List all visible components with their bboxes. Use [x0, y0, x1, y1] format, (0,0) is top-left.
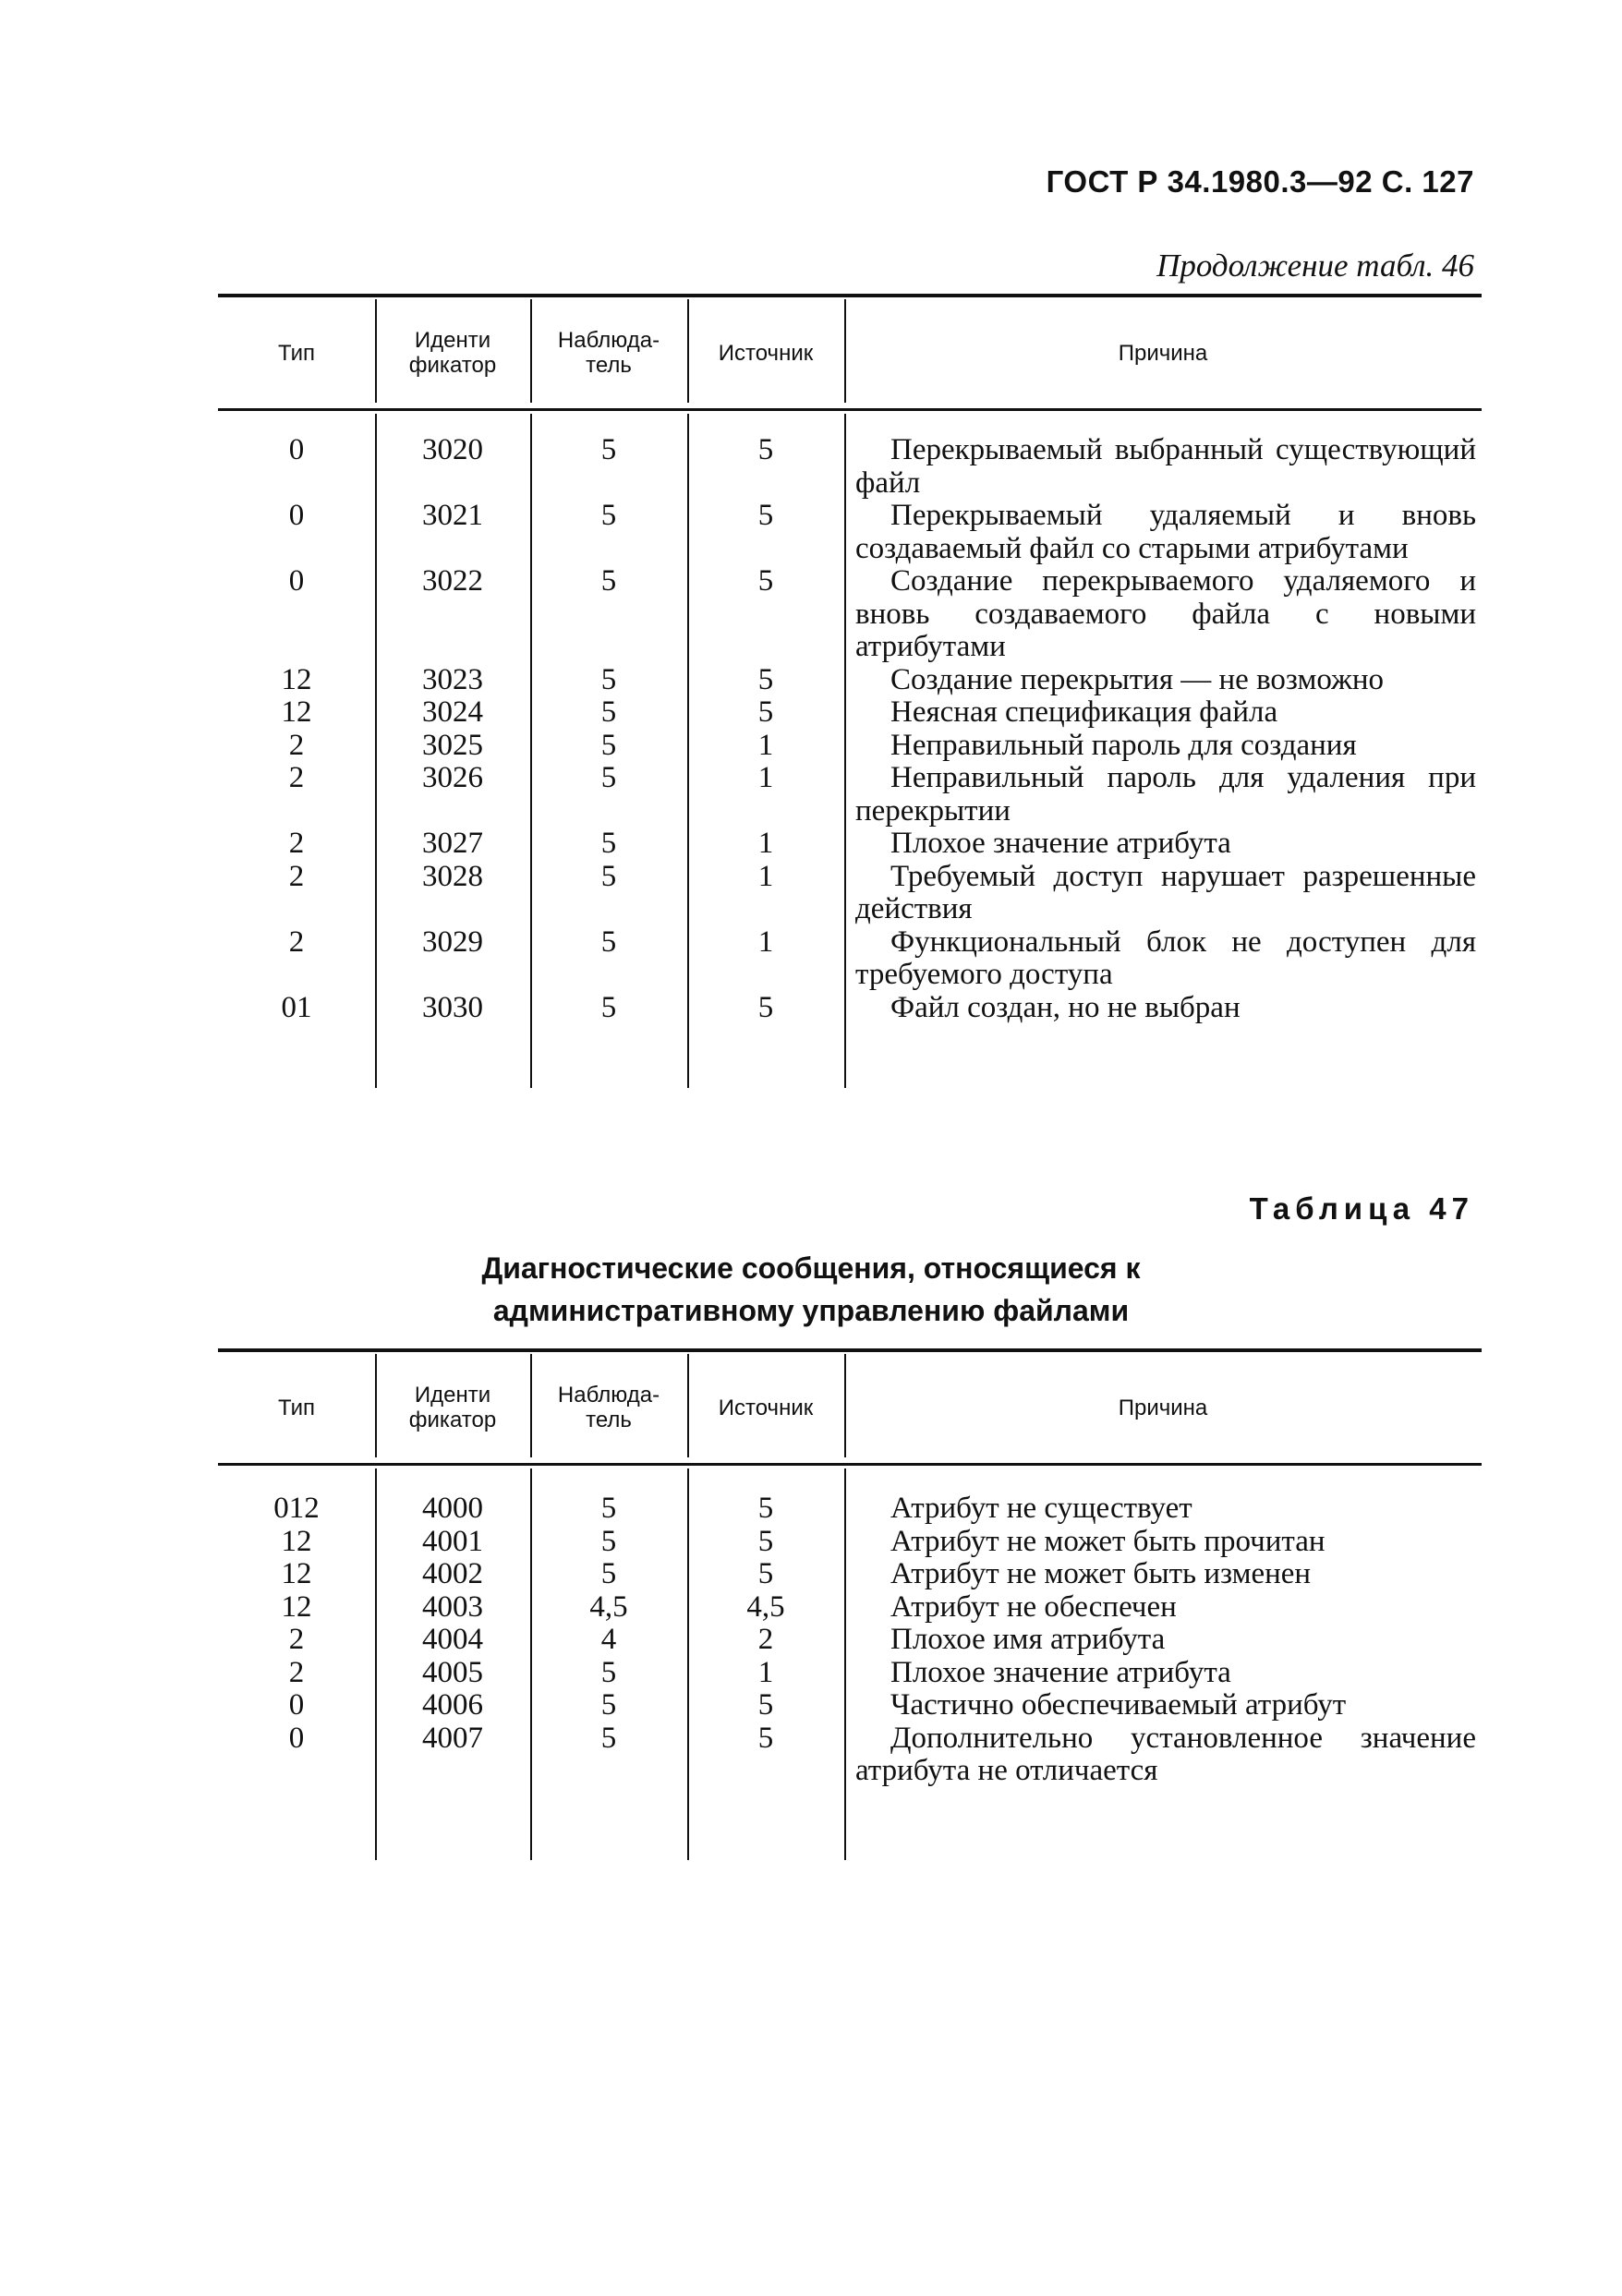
cell-source: 1: [757, 827, 774, 860]
cell-source: 1: [757, 1655, 774, 1689]
cell-reason: Перекрываемый выбранный существующий файл: [855, 433, 1476, 500]
cell-identifier: 3030: [422, 990, 483, 1024]
cell-identifier: 3028: [422, 859, 483, 893]
cell-identifier: 4004: [422, 1623, 483, 1656]
table-row: [218, 730, 1482, 763]
column-header-observer: Наблюда- тель: [557, 328, 660, 378]
cell-reason: Требуемый доступ нарушает разрешенные действия: [855, 859, 1476, 925]
cell-observer: 5: [600, 1492, 617, 1525]
table-row: [218, 1722, 1482, 1788]
column-divider: [687, 1354, 689, 1457]
cell-observer: 4,5: [589, 1589, 628, 1624]
cell-source: 5: [757, 499, 774, 532]
table-row: [218, 565, 1482, 664]
column-header-reason: Причина: [1118, 1395, 1208, 1420]
column-divider: [844, 299, 846, 403]
table-row: [218, 861, 1482, 926]
column-divider: [530, 1354, 532, 1457]
cell-type: 2: [288, 859, 305, 893]
cell-type: 0: [288, 1721, 305, 1755]
cell-type: 0: [288, 433, 305, 466]
cell-reason: Неправильный пароль для удаления при перекрытии: [855, 761, 1476, 828]
cell-reason: Плохое имя атрибута: [890, 1623, 1166, 1656]
cell-identifier: 3029: [422, 924, 483, 959]
cell-type: 12: [281, 695, 312, 729]
table-row: [218, 500, 1482, 565]
cell-source: 5: [757, 1721, 774, 1755]
cell-identifier: 4001: [422, 1524, 483, 1558]
cell-type: 12: [281, 1557, 312, 1590]
column-header-source: Источник: [718, 340, 814, 366]
cell-type: 01: [281, 990, 312, 1024]
cell-type: 2: [288, 1655, 305, 1689]
cell-reason: Атрибут не существует: [890, 1492, 1192, 1525]
cell-reason: Создание перекрытия — не возможно: [890, 662, 1385, 696]
cell-reason: Атрибут не может быть прочитан: [890, 1524, 1325, 1558]
page-header: ГОСТ Р 34.1980.3—92 С. 127: [1046, 164, 1474, 199]
column-header-type: Тип: [277, 340, 315, 366]
table-47: [218, 1348, 1482, 1866]
column-header-reason: Причина: [1118, 340, 1208, 366]
table-row: [218, 992, 1482, 1025]
table-row: [218, 762, 1482, 828]
table-47-body: [218, 1492, 1482, 1788]
cell-observer: 5: [600, 859, 617, 893]
cell-observer: 5: [600, 433, 617, 466]
cell-source: 5: [757, 1688, 774, 1722]
table-row: [218, 1624, 1482, 1657]
cell-observer: 5: [600, 761, 617, 794]
cell-source: 1: [757, 924, 774, 959]
cell-source: 1: [757, 761, 774, 794]
cell-reason: Создание перекрываемого удаляемого и вновь создаваемого файла с новыми атрибутами: [855, 564, 1476, 663]
cell-type: 2: [288, 761, 305, 794]
column-header-identifier: Иденти фикатор: [408, 1383, 497, 1432]
cell-observer: 4: [600, 1623, 617, 1656]
table-top-rule: [218, 294, 1482, 297]
cell-type: 0: [288, 1688, 305, 1722]
cell-identifier: 3027: [422, 827, 483, 860]
cell-type: 12: [281, 1589, 312, 1624]
table-row: [218, 1558, 1482, 1591]
cell-source: 5: [757, 1557, 774, 1590]
cell-source: 2: [757, 1623, 774, 1656]
cell-identifier: 4006: [422, 1688, 483, 1722]
table-47-title: [0, 1247, 1622, 1332]
table-row: [218, 696, 1482, 730]
cell-type: 2: [288, 728, 305, 762]
cell-identifier: 3026: [422, 761, 483, 794]
table-row: [218, 1591, 1482, 1625]
table-row: [218, 1689, 1482, 1722]
table-row: [218, 1526, 1482, 1559]
header-rule: [218, 1463, 1482, 1466]
cell-identifier: 4003: [422, 1589, 483, 1624]
cell-source: 5: [757, 564, 774, 598]
table-47-label: Таблица 47: [1249, 1191, 1474, 1226]
cell-type: 12: [281, 1524, 312, 1558]
table-row: [218, 664, 1482, 697]
cell-identifier: 3022: [422, 564, 483, 598]
cell-observer: 5: [600, 728, 617, 762]
column-header-observer: Наблюда- тель: [557, 1383, 660, 1432]
cell-reason: Файл создан, но не выбран: [890, 990, 1241, 1024]
cell-observer: 5: [600, 662, 617, 696]
cell-reason: Плохое значение атрибута: [890, 827, 1231, 860]
header-rule: [218, 408, 1482, 411]
cell-observer: 5: [600, 1524, 617, 1558]
cell-source: 4,5: [746, 1589, 785, 1624]
table-47-title-line2: административному управлению файлами: [492, 1294, 1130, 1327]
table-top-rule: [218, 1348, 1482, 1352]
table-row: [218, 1492, 1482, 1526]
cell-reason: Неправильный пароль для создания: [890, 728, 1357, 762]
cell-reason: Перекрываемый удаляемый и вновь создаваемый файл со старыми атрибутами: [855, 499, 1476, 565]
table-row: [218, 1657, 1482, 1690]
cell-type: 0: [288, 564, 305, 598]
cell-observer: 5: [600, 1721, 617, 1755]
cell-reason: Атрибут не может быть изменен: [890, 1557, 1312, 1590]
cell-source: 1: [757, 728, 774, 762]
column-divider: [530, 299, 532, 403]
table-row: [218, 828, 1482, 861]
cell-identifier: 3020: [422, 433, 483, 466]
cell-observer: 5: [600, 499, 617, 532]
cell-source: 5: [757, 1492, 774, 1525]
column-header-type: Тип: [277, 1395, 315, 1420]
cell-identifier: 3021: [422, 499, 483, 532]
column-header-source: Источник: [718, 1395, 814, 1420]
cell-identifier: 4000: [422, 1492, 483, 1525]
cell-identifier: 3023: [422, 662, 483, 696]
cell-observer: 5: [600, 564, 617, 598]
column-divider: [844, 1354, 846, 1457]
cell-identifier: 4002: [422, 1557, 483, 1590]
cell-observer: 5: [600, 827, 617, 860]
cell-type: 0: [288, 499, 305, 532]
cell-source: 1: [757, 859, 774, 893]
cell-identifier: 4007: [422, 1721, 483, 1755]
column-divider: [375, 1354, 377, 1457]
column-divider: [375, 299, 377, 403]
cell-identifier: 4005: [422, 1655, 483, 1689]
table-row: [218, 434, 1482, 500]
table-46-body: [218, 434, 1482, 1024]
cell-reason: Атрибут не обеспечен: [890, 1589, 1177, 1624]
cell-identifier: 3024: [422, 695, 483, 729]
table-47-title-line1: Диагностические сообщения, относящиеся к: [481, 1251, 1141, 1285]
cell-observer: 5: [600, 695, 617, 729]
cell-type: 12: [281, 662, 312, 696]
cell-observer: 5: [600, 1557, 617, 1590]
cell-reason: Частично обеспечиваемый атрибут: [890, 1688, 1347, 1722]
cell-type: 2: [288, 827, 305, 860]
cell-observer: 5: [600, 1655, 617, 1689]
table-46: [218, 294, 1482, 1088]
continuation-label: Продолжение табл. 46: [1156, 248, 1474, 284]
cell-observer: 5: [600, 1688, 617, 1722]
cell-reason: Функциональный блок не доступен для требуемого доступа: [855, 924, 1476, 991]
cell-type: 012: [273, 1492, 320, 1525]
cell-reason: Плохое значение атрибута: [890, 1655, 1231, 1689]
column-header-identifier: Иденти фикатор: [408, 328, 497, 378]
cell-type: 2: [288, 924, 305, 959]
cell-reason: Неясная спецификация файла: [890, 695, 1278, 729]
cell-reason: Дополнительно установленное значение атрибута не отличается: [855, 1721, 1476, 1787]
cell-source: 5: [757, 433, 774, 466]
cell-source: 5: [757, 662, 774, 696]
cell-observer: 5: [600, 990, 617, 1024]
table-row: [218, 926, 1482, 992]
cell-identifier: 3025: [422, 728, 483, 762]
cell-observer: 5: [600, 924, 617, 959]
cell-source: 5: [757, 990, 774, 1024]
cell-source: 5: [757, 1524, 774, 1558]
column-divider: [687, 299, 689, 403]
cell-source: 5: [757, 695, 774, 729]
cell-type: 2: [288, 1623, 305, 1656]
